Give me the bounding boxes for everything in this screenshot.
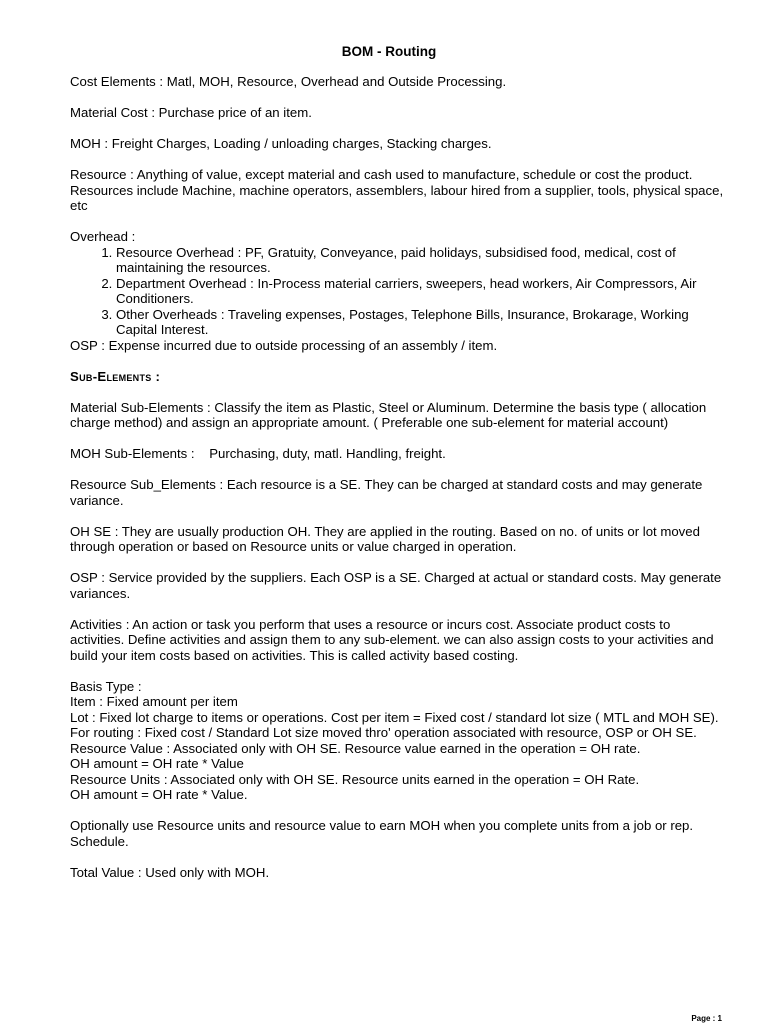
osp-paragraph: OSP : Expense incurred due to outside processing of an assembly / item. [70, 337, 498, 353]
oh-se-paragraph: OH SE : They are usually production OH. They are applied in the routing. Based on no. of units or lot moved through operation or based on Resource units or value charged in operation. [70, 523, 700, 554]
basis-item: Item : Fixed amount per item [70, 694, 238, 709]
optionally-paragraph: Optionally use Resource units and resource value to earn MOH when you complete units from a job or rep. Schedule. [70, 818, 694, 849]
resource-paragraph: Resource : Anything of value, except material and cash used to manufacture, schedule or cost the product. Resources include Machine, machine operators, assemblers, labour hired from a supplier, tools, physical space, etc [70, 167, 724, 213]
overhead-item-1: 1. Resource Overhead : PF, Gratuity, Conveyance, paid holidays, subsidised food, medical, cost of maintaining the resources. [116, 245, 725, 276]
activities-paragraph: Activities : An action or task you perform that uses a resource or incurs cost. Associate product costs to activities. Define activities and assign them to any sub-element. we can also assign costs to your activities and build your item costs based on activities. This is called activity based costing. [70, 616, 714, 663]
basis-lot: Lot : Fixed lot charge to items or operations. Cost per item = Fixed cost / standard lot size ( MTL and MOH SE). For routing : Fixed cost / Standard Lot size moved thro' operation associated with resource, OSP or OH SE. [70, 709, 719, 740]
material-cost-paragraph: Material Cost : Purchase price of an item. [70, 105, 312, 120]
basis-resource-units: Resource Units : Associated only with OH SE. Resource units earned in the operation = OH Rate. [70, 771, 640, 787]
basis-type-label: Basis Type : [70, 678, 142, 694]
overhead-label: Overhead : [70, 229, 136, 244]
basis-oh-amount-2: OH amount = OH rate * Value. [70, 787, 248, 802]
moh-sub-elements-paragraph: MOH Sub-Elements : Purchasing, duty, matl. Handling, freight. [70, 446, 446, 461]
cost-elements-paragraph: Cost Elements : Matl, MOH, Resource, Overhead and Outside Processing. [70, 74, 507, 89]
resource-sub-elements-paragraph: Resource Sub_Elements : Each resource is a SE. They can be charged at standard costs and may generate variance. [70, 477, 703, 508]
document-body [70, 74, 725, 896]
total-value-paragraph: Total Value : Used only with MOH. [70, 864, 270, 880]
overhead-list [70, 245, 725, 338]
osp-se-paragraph: OSP : Service provided by the suppliers. Each OSP is a SE. Charged at actual or standard costs. May generate variances. [70, 570, 722, 601]
material-sub-elements-paragraph: Material Sub-Elements : Classify the item as Plastic, Steel or Aluminum. Determine the basis type ( allocation charge method) and assign an appropriate amount. ( Preferable one sub-element for material account) [70, 399, 707, 430]
page-number: Page : 1 [691, 1014, 722, 1023]
basis-oh-amount-1: OH amount = OH rate * Value [70, 756, 244, 771]
sub-elements-heading: Sub-Elements : [70, 368, 161, 384]
overhead-item-3: 3. Other Overheads : Traveling expenses, Postages, Telephone Bills, Insurance, Brokarage, Working Capital Interest. [116, 307, 725, 338]
document-title: BOM - Routing [341, 44, 437, 59]
moh-paragraph: MOH : Freight Charges, Loading / unloading charges, Stacking charges. [70, 136, 492, 151]
overhead-item-2: 2. Department Overhead : In-Process material carriers, sweepers, head workers, Air Compressors, Air Conditioners. [116, 276, 725, 307]
basis-resource-value: Resource Value : Associated only with OH SE. Resource value earned in the operation = OH rate. [70, 740, 641, 756]
